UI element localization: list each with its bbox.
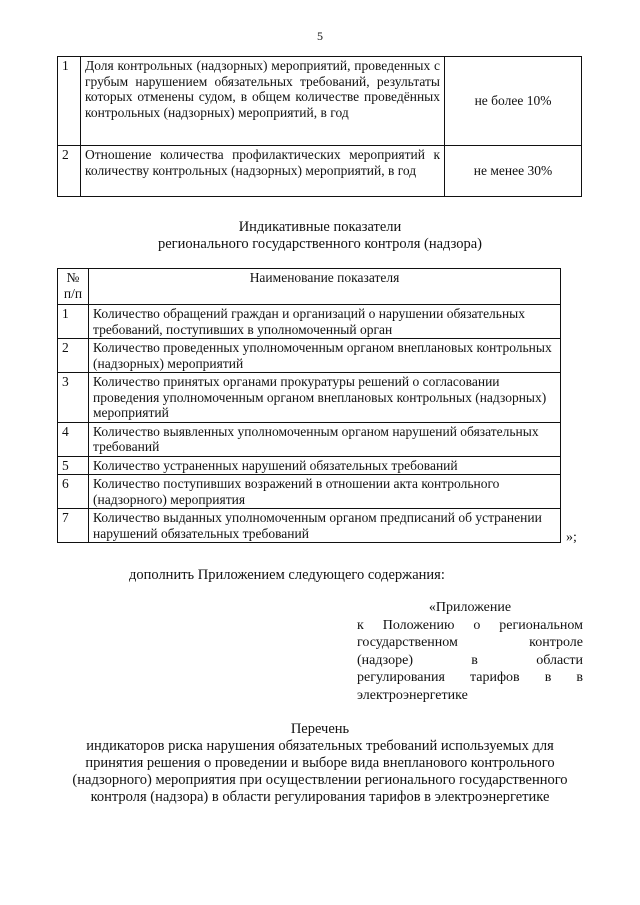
row-text: Количество проведенных уполномоченным органом внеплановых контрольных (надзорных) мероприятий	[89, 339, 561, 373]
appendix-line: электроэнергетике	[357, 687, 468, 703]
appendix-text: контроле	[529, 635, 583, 650]
row-number: 2	[58, 146, 81, 197]
results-table	[57, 56, 582, 197]
heading-line: индикаторов риска нарушения обязательных требований используемых для	[86, 738, 554, 754]
table-row	[58, 146, 582, 197]
row-number: 5	[58, 456, 89, 475]
appendix-header	[357, 599, 583, 704]
table-row	[58, 475, 561, 509]
supplement-paragraph: дополнить Приложением следующего содержания:	[129, 567, 445, 583]
row-text: Доля контрольных (надзорных) мероприятий, проведенных с грубым нарушением обязательных требований, результаты которых отменены судом, в общем количестве проведённых контрольных (надзорных) мероприятий, в год	[81, 57, 445, 146]
table-row	[58, 339, 561, 373]
header-name: Наименование показателя	[89, 269, 561, 305]
risk-indicators-heading	[0, 721, 640, 806]
appendix-line	[357, 617, 583, 635]
row-text: Количество обращений граждан и организаций о нарушении обязательных требований, поступивших в уполномоченный орган	[89, 305, 561, 339]
table-row	[58, 305, 561, 339]
table-row	[58, 456, 561, 475]
row-number: 4	[58, 422, 89, 456]
row-text: Количество принятых органами прокуратуры решений о согласовании проведения уполномоченным органом внеплановых контрольных (надзорных) мероприятий	[89, 373, 561, 423]
header-number: № п/п	[58, 269, 89, 305]
row-text: Отношение количества профилактических мероприятий к количеству контрольных (надзорных) мероприятий, в год	[81, 146, 445, 197]
appendix-line	[357, 652, 583, 670]
heading-line: (надзорного) мероприятия при осуществлении регионального государственного	[72, 772, 568, 788]
heading-line: контроля (надзора) в области регулирования тарифов в электроэнергетике	[90, 789, 550, 805]
page-number: 5	[317, 29, 323, 43]
table-header-row	[58, 269, 561, 305]
heading-title: Перечень	[290, 721, 350, 737]
appendix-text: регулирования тарифов в в	[357, 670, 583, 685]
table-row	[58, 373, 561, 423]
table-row	[58, 509, 561, 543]
row-value: не более 10%	[445, 57, 582, 146]
row-number: 7	[58, 509, 89, 543]
row-text: Количество выявленных уполномоченным органом нарушений обязательных требований	[89, 422, 561, 456]
table-row	[58, 57, 582, 146]
row-number: 6	[58, 475, 89, 509]
appendix-line: «Приложение	[428, 600, 512, 615]
appendix-text: в	[471, 652, 478, 668]
indicators-table	[57, 268, 561, 543]
appendix-line	[357, 669, 583, 687]
row-text: Количество выданных уполномоченным органом предписаний об устранении нарушений обязательных требований	[89, 509, 561, 543]
row-text: Количество устраненных нарушений обязательных требований	[89, 456, 561, 475]
indicative-indicators-heading	[0, 219, 640, 253]
row-number: 1	[58, 57, 81, 146]
closing-quote: »;	[566, 530, 577, 545]
heading-line: Индикативные показатели	[238, 219, 402, 235]
row-value: не менее 30%	[445, 146, 582, 197]
row-text: Количество поступивших возражений в отношении акта контрольного (надзорного) мероприятия	[89, 475, 561, 509]
appendix-text: государственном	[357, 635, 458, 650]
row-number: 3	[58, 373, 89, 423]
row-number: 2	[58, 339, 89, 373]
table-row	[58, 422, 561, 456]
row-number: 1	[58, 305, 89, 339]
appendix-text: к Положению о региональном	[357, 617, 583, 633]
appendix-line	[357, 634, 583, 652]
appendix-text: области	[536, 652, 583, 668]
appendix-text: (надзоре)	[357, 652, 413, 668]
heading-line: регионального государственного контроля (надзора)	[158, 236, 482, 252]
heading-line: принятия решения о проведении и выборе вида внепланового контрольного	[85, 755, 555, 771]
